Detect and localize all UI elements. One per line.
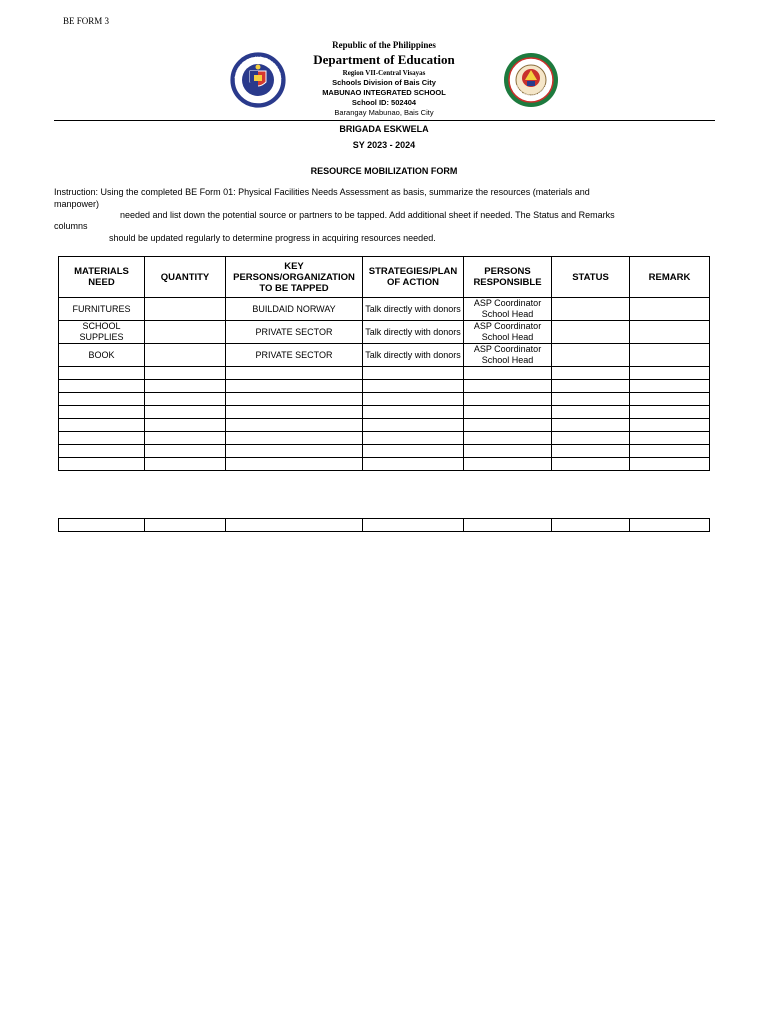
instruction-line-4: columns — [54, 221, 88, 231]
cell-status — [552, 321, 630, 344]
empty-row — [59, 445, 710, 458]
cell-material: SCHOOL SUPPLIES — [59, 321, 145, 344]
school-address: Barangay Mabunao, Bais City — [334, 108, 434, 117]
empty-row — [59, 432, 710, 445]
cell-remark — [630, 321, 710, 344]
seal-left-text: GAWARAN NG EDUKASY — [233, 55, 283, 80]
instruction-line-5: should be updated regularly to determine progress in acquiring resources needed. — [109, 233, 436, 243]
seal-right-text: BAIS CITY DIVISION — [513, 84, 549, 100]
cell-responsible: ASP Coordinator School Head — [464, 298, 552, 321]
cell-status — [552, 298, 630, 321]
school-name: MABUNAO INTEGRATED SCHOOL — [322, 88, 446, 97]
instruction-line-3: needed and list down the potential source or partners to be tapped. Add additional sheet if needed. The Status and Remarks — [120, 210, 615, 220]
col-header-materials: MATERIALS NEED — [59, 257, 145, 298]
school-year: SY 2023 - 2024 — [352, 140, 416, 150]
additional-table — [58, 518, 710, 532]
col-header-key-persons: KEY PERSONS/ORGANIZATION TO BE TAPPED — [226, 257, 363, 298]
col-header-responsible: PERSONS RESPONSIBLE — [464, 257, 552, 298]
instruction-line-1: Instruction: Using the completed BE Form 01: Physical Facilities Needs Assessment as basis, summarize the resources (materials and — [54, 187, 590, 197]
resource-table — [58, 256, 710, 471]
cell-remark — [630, 298, 710, 321]
cell-strategy: Talk directly with donors — [363, 298, 464, 321]
cell-quantity — [145, 321, 226, 344]
cell-strategy: Talk directly with donors — [363, 321, 464, 344]
empty-row — [59, 380, 710, 393]
cell-key-persons: PRIVATE SECTOR — [226, 344, 363, 367]
cell-quantity — [145, 298, 226, 321]
republic-line: Republic of the Philippines — [332, 40, 436, 50]
cell-responsible: ASP Coordinator School Head — [464, 344, 552, 367]
empty-row — [59, 406, 710, 419]
empty-row — [59, 419, 710, 432]
table-row — [59, 321, 710, 344]
department-name: Department of Education — [313, 52, 455, 67]
col-header-status: STATUS — [552, 257, 630, 298]
form-code: BE FORM 3 — [63, 16, 110, 26]
school-id: School ID: 502404 — [351, 98, 417, 107]
col-header-quantity: QUANTITY — [145, 257, 226, 298]
header-divider — [54, 120, 715, 121]
cell-material: FURNITURES — [59, 298, 145, 321]
cell-remark — [630, 344, 710, 367]
cell-responsible: ASP Coordinator School Head — [464, 321, 552, 344]
cell-status — [552, 344, 630, 367]
cell-strategy: Talk directly with donors — [363, 344, 464, 367]
table-row — [59, 298, 710, 321]
letterhead — [0, 40, 768, 118]
region-line: Region VII-Central Visayas — [342, 69, 426, 77]
col-header-remark: REMARK — [630, 257, 710, 298]
form-title: RESOURCE MOBILIZATION FORM — [310, 166, 458, 176]
instruction-line-2: manpower) — [54, 199, 100, 209]
empty-row — [59, 458, 710, 471]
table-header-row — [59, 257, 710, 298]
empty-row — [59, 519, 710, 532]
empty-row — [59, 393, 710, 406]
cell-key-persons: PRIVATE SECTOR — [226, 321, 363, 344]
cell-quantity — [145, 344, 226, 367]
table-row — [59, 344, 710, 367]
col-header-strategies: STRATEGIES/PLAN OF ACTION — [363, 257, 464, 298]
program-title: BRIGADA ESKWELA — [339, 124, 429, 134]
empty-row — [59, 367, 710, 380]
cell-material: BOOK — [59, 344, 145, 367]
division-line: Schools Division of Bais City — [332, 78, 436, 87]
cell-key-persons: BUILDAID NORWAY — [226, 298, 363, 321]
